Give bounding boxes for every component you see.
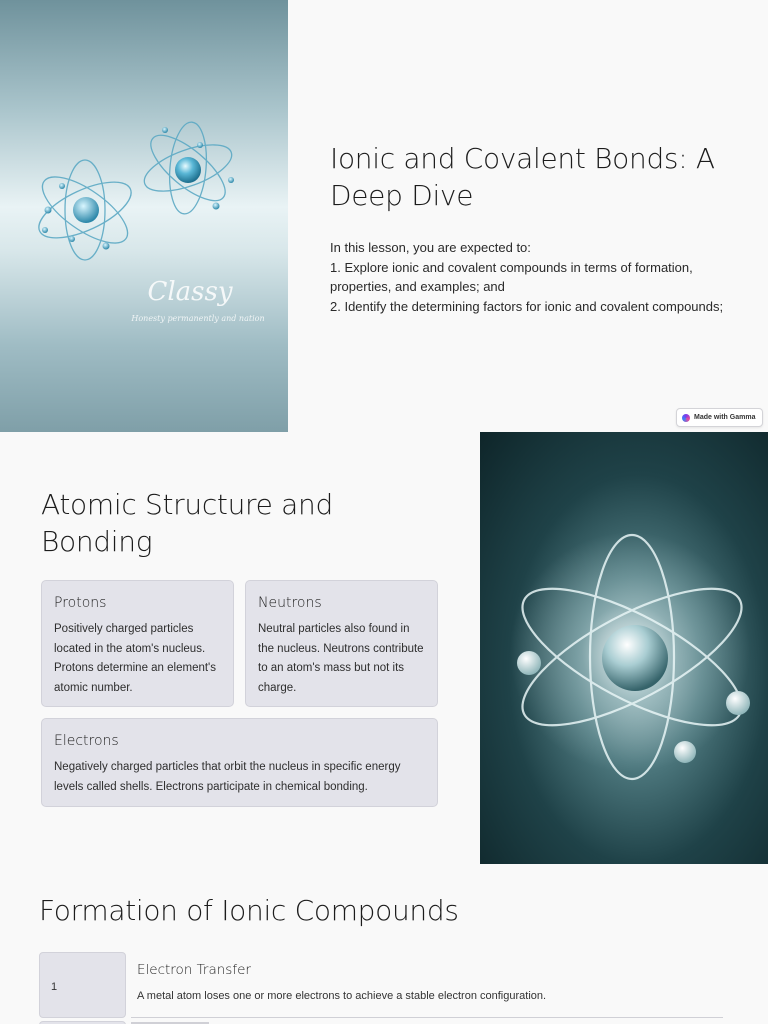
card-protons (41, 580, 234, 707)
atom-graphic (480, 432, 768, 864)
slide1-title: Ionic and Covalent Bonds: A Deep Dive (330, 142, 715, 212)
atom-illustration-dark (480, 432, 768, 864)
atom-illustration-light (0, 0, 288, 432)
card-electrons (41, 718, 438, 807)
nucleus-left (73, 197, 99, 223)
atoms-graphic (0, 0, 288, 432)
script-title: Classy (147, 277, 233, 307)
step-title: Electron Transfer (137, 962, 251, 978)
card-neutrons (245, 580, 438, 707)
electron (674, 741, 696, 763)
gamma-logo-icon (682, 414, 690, 422)
slide2-title: Atomic Structure and Bonding (41, 488, 333, 558)
step-number-box: 1 (39, 952, 126, 1018)
step-body: A metal atom loses one or more electrons to achieve a stable electron configuration. (137, 990, 547, 1002)
card-title: Protons (54, 595, 107, 611)
slide3-title: Formation of Ionic Compounds (39, 894, 459, 927)
badge-label: Made with Gamma (694, 414, 756, 421)
card-body: Neutral particles also found in the nucleus. Neutrons contribute to an atom's mass but not its charge. (258, 623, 424, 694)
script-subtitle: Honesty permanently and nation (131, 314, 265, 323)
card-body: Negatively charged particles that orbit the nucleus in specific energy levels called shells. Electrons participate in chemical bonding. (54, 761, 401, 793)
electron (517, 651, 541, 675)
card-title: Neutrons (258, 595, 322, 611)
card-title: Electrons (54, 733, 119, 749)
intro-line: 1. Explore ionic and covalent compounds in terms of formation, properties, and examples; and (330, 259, 693, 294)
intro-text (330, 238, 730, 316)
made-with-gamma-badge[interactable] (676, 408, 763, 427)
nucleus (602, 625, 668, 691)
intro-line: 2. Identify the determining factors for ionic and covalent compounds; (330, 298, 724, 314)
intro-line: In this lesson, you are expected to: (330, 240, 531, 255)
nucleus-right (175, 157, 201, 183)
card-body: Positively charged particles located in the atom's nucleus. Protons determine an element's atomic number. (54, 623, 217, 694)
divider (131, 1017, 723, 1018)
electron (726, 691, 750, 715)
